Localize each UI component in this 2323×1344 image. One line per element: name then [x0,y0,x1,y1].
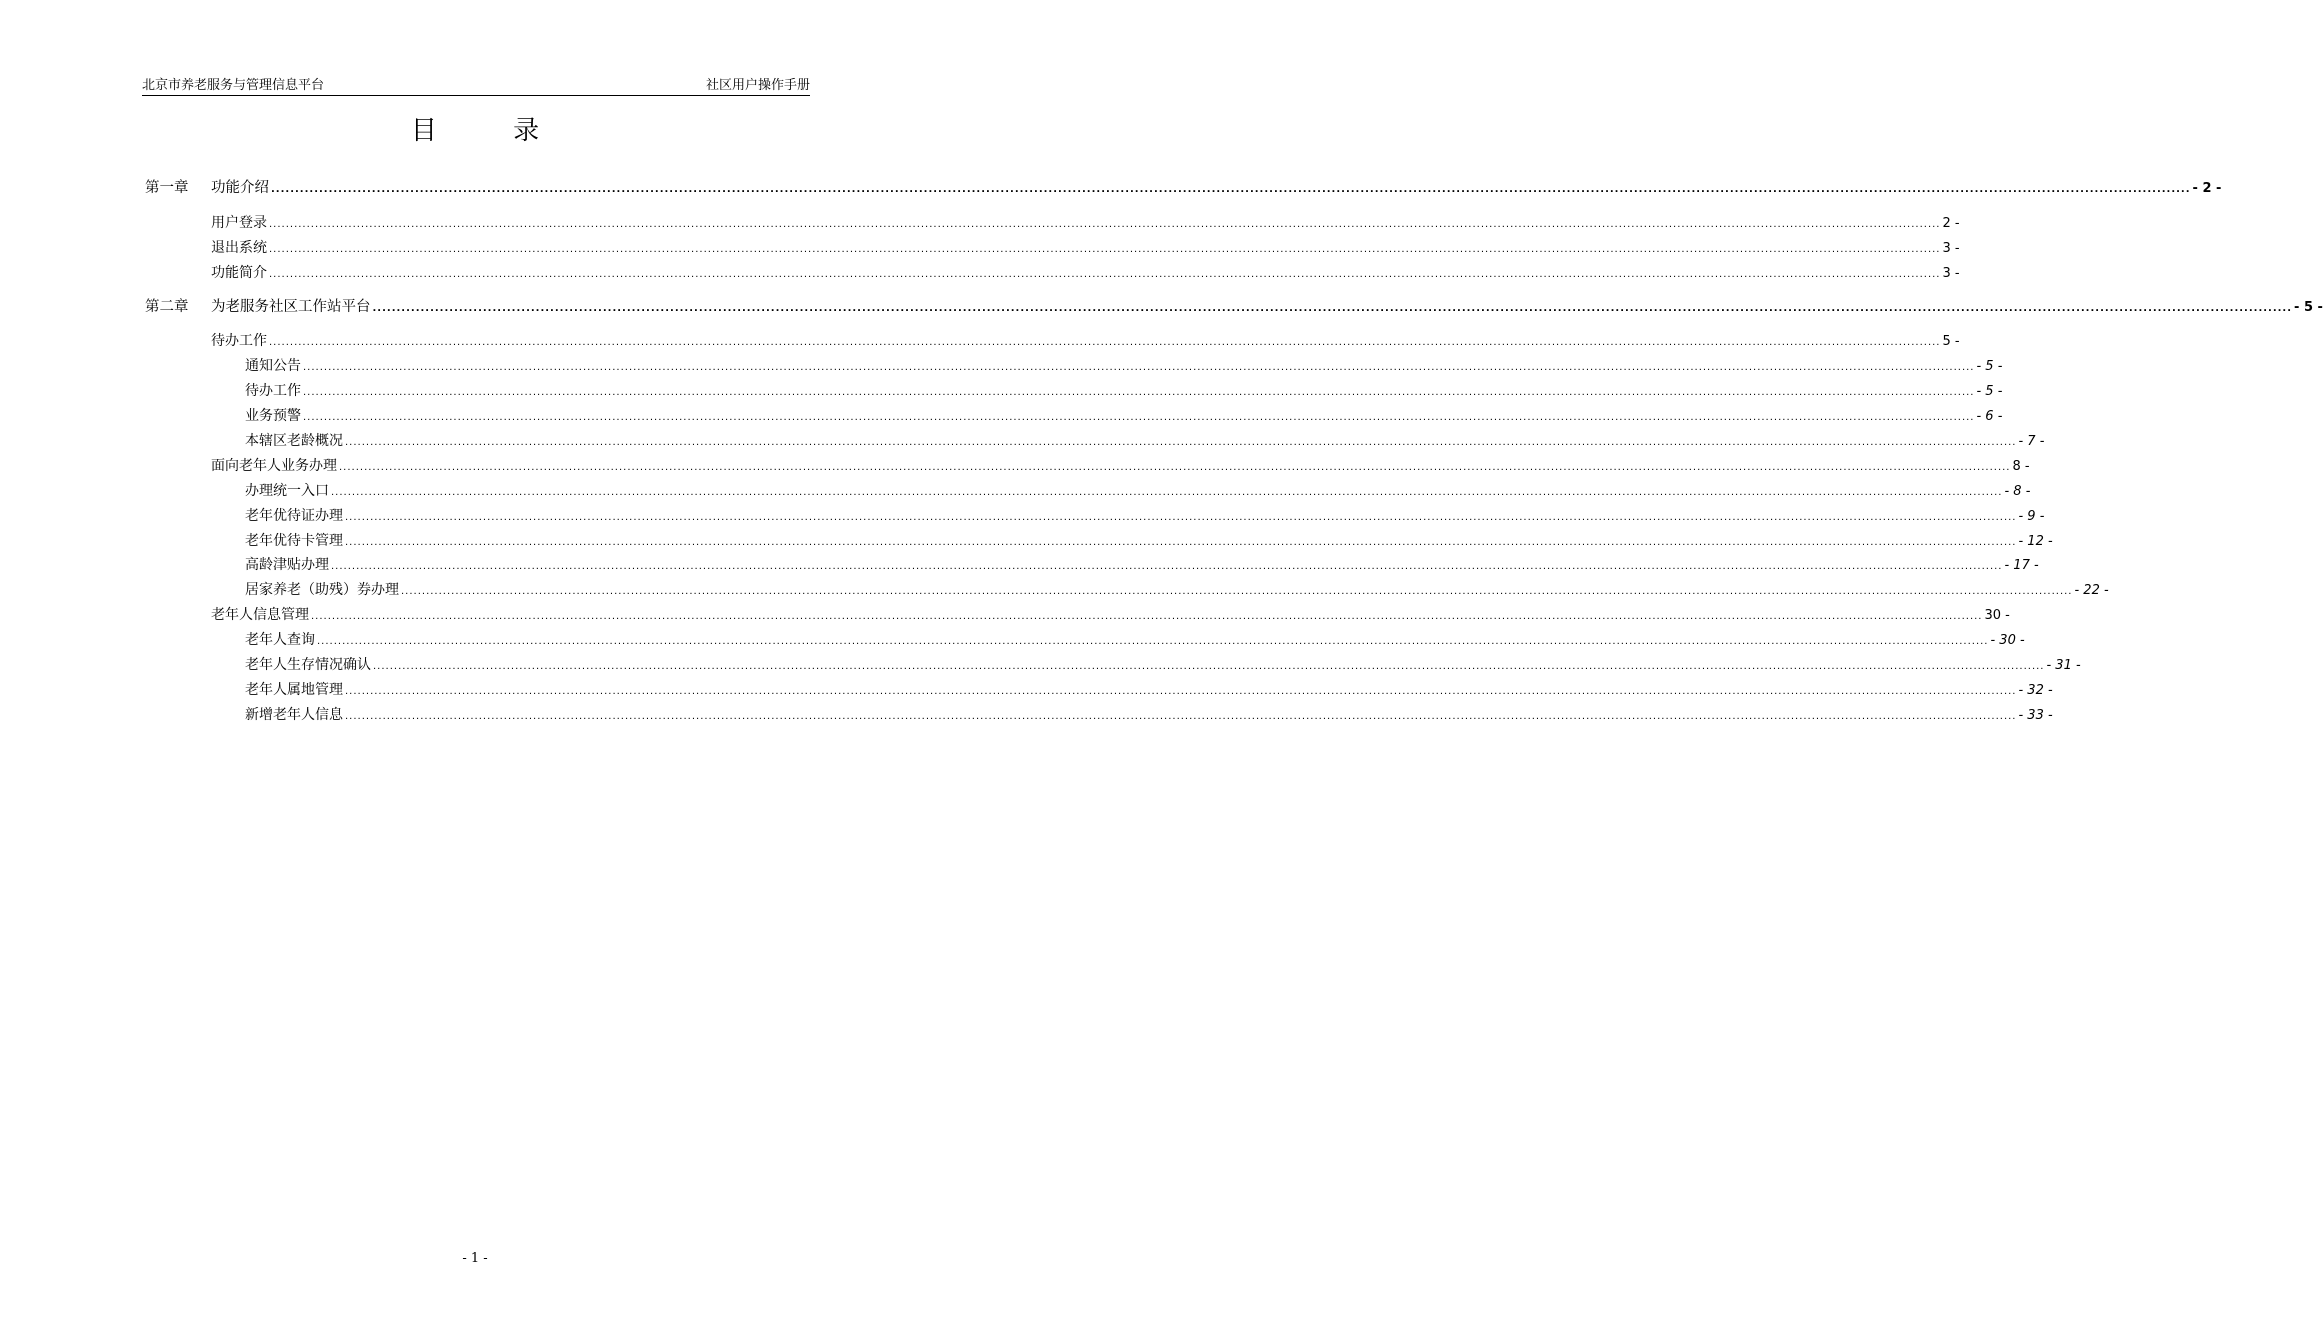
toc-entry[interactable] [245,406,2003,426]
toc-entry[interactable] [245,506,2045,526]
toc-entry[interactable] [245,531,2053,551]
toc-page-number: - 8 - [2004,484,2031,499]
toc-entry[interactable] [211,456,2030,476]
toc-page-number: - 9 - [2018,509,2045,524]
toc-entry[interactable] [245,680,2053,700]
toc-entry-title: 老年优待证办理 [245,508,343,524]
toc-leader-dots: ................................................................................................................................................................................................................................................................................................................................................................................................................ [345,686,2017,697]
toc-page-number: - 5 - [1976,359,2003,374]
toc-page-number: - 33 - [2018,708,2053,723]
toc-leader-dots: ................................................................................................................................................................................................................................................................................................................................................................................................................ [303,412,1975,423]
header-platform-name: 北京市养老服务与管理信息平台 [142,78,325,93]
toc-leader-dots: ................................................................................................................................................................................................................................................................................................................................................................................................................ [271,184,2191,195]
toc-page-number: - 17 - [2004,558,2039,573]
toc-leader-dots: ................................................................................................................................................................................................................................................................................................................................................................................................................ [317,636,1989,647]
toc-entry-title: 待办工作 [211,333,267,349]
toc-chapter-label: 第二章 [145,299,189,315]
toc-entry-title: 业务预警 [245,408,301,424]
toc-entry[interactable] [245,381,2003,401]
toc-entry-title: 本辖区老龄概况 [245,433,343,449]
toc-entry-title: 为老服务社区工作站平台 [211,299,371,315]
toc-entry[interactable] [245,630,2025,650]
toc-entry-title: 办理统一入口 [245,483,329,499]
toc-page-number: 3 - [1942,266,1960,281]
toc-leader-dots: ................................................................................................................................................................................................................................................................................................................................................................................................................ [331,561,2003,572]
toc-title: 目 录 [410,116,574,146]
toc-leader-dots: ................................................................................................................................................................................................................................................................................................................................................................................................................ [372,303,2293,314]
toc-entry-title: 面向老年人业务办理 [211,458,337,474]
toc-entry-title: 高龄津贴办理 [245,557,329,573]
toc-leader-dots: ................................................................................................................................................................................................................................................................................................................................................................................................................ [339,462,2011,473]
toc-page-number: - 2 - [2192,181,2222,196]
toc-entry[interactable] [211,213,1960,233]
toc-entry[interactable] [145,297,2323,317]
toc-leader-dots: ................................................................................................................................................................................................................................................................................................................................................................................................................ [311,611,1983,622]
toc-entry[interactable] [145,178,2222,198]
toc-entry-title: 通知公告 [245,358,301,374]
toc-page-number: - 31 - [2046,658,2081,673]
page-header [142,78,810,96]
toc-entry-title: 退出系统 [211,240,267,256]
toc-entry[interactable] [245,431,2045,451]
toc-leader-dots: ................................................................................................................................................................................................................................................................................................................................................................................................................ [345,437,2017,448]
toc-page-number: - 12 - [2018,534,2053,549]
toc-leader-dots: ................................................................................................................................................................................................................................................................................................................................................................................................................ [269,219,1941,230]
toc-page-number: - 22 - [2074,583,2109,598]
toc-entry[interactable] [245,705,2053,725]
toc-entry-title: 功能介绍 [211,180,269,196]
toc-page-number: - 30 - [1990,633,2025,648]
toc-leader-dots: ................................................................................................................................................................................................................................................................................................................................................................................................................ [269,244,1941,255]
toc-leader-dots: ................................................................................................................................................................................................................................................................................................................................................................................................................ [401,586,2073,597]
toc-leader-dots: ................................................................................................................................................................................................................................................................................................................................................................................................................ [331,487,2003,498]
toc-page-number: - 6 - [1976,409,2003,424]
toc-entry[interactable] [245,356,2003,376]
toc-page-number: - 5 - [1976,384,2003,399]
toc-entry-title: 老年人生存情况确认 [245,657,371,673]
toc-page-number: - 7 - [2018,434,2045,449]
toc-entry-title: 功能简介 [211,265,267,281]
toc-page-number: - 32 - [2018,683,2053,698]
toc-page-number: 30 - [1984,608,2010,623]
toc-entry[interactable] [245,555,2039,575]
page-number: - 1 - [462,1251,488,1266]
toc-leader-dots: ................................................................................................................................................................................................................................................................................................................................................................................................................ [345,512,2017,523]
toc-leader-dots: ................................................................................................................................................................................................................................................................................................................................................................................................................ [269,337,1941,348]
toc-entry[interactable] [211,238,1960,258]
toc-page-number: 5 - [1942,334,1960,349]
toc-chapter-label: 第一章 [145,180,189,196]
toc-page-number: 8 - [2012,459,2030,474]
toc-entry-title: 老年人属地管理 [245,682,343,698]
toc-page-number: 2 - [1942,216,1960,231]
toc-entry-title: 老年人信息管理 [211,607,309,623]
toc-leader-dots: ................................................................................................................................................................................................................................................................................................................................................................................................................ [345,537,2017,548]
toc-entry[interactable] [211,331,1960,351]
toc-leader-dots: ................................................................................................................................................................................................................................................................................................................................................................................................................ [373,661,2045,672]
toc-entry-title: 老年人查询 [245,632,315,648]
toc-leader-dots: ................................................................................................................................................................................................................................................................................................................................................................................................................ [303,362,1975,373]
header-manual-name: 社区用户操作手册 [705,78,810,93]
toc-page-number: - 5 - [2294,300,2323,315]
toc-leader-dots: ................................................................................................................................................................................................................................................................................................................................................................................................................ [345,711,2017,722]
toc-entry-title: 新增老年人信息 [245,707,343,723]
toc-entry[interactable] [211,605,2010,625]
toc-leader-dots: ................................................................................................................................................................................................................................................................................................................................................................................................................ [269,269,1941,280]
toc-entry-title: 用户登录 [211,215,267,231]
toc-entry[interactable] [245,655,2081,675]
toc-entry[interactable] [211,263,1960,283]
toc-entry-title: 居家养老（助残）券办理 [245,582,399,598]
toc-leader-dots: ................................................................................................................................................................................................................................................................................................................................................................................................................ [303,387,1975,398]
toc-entry[interactable] [245,481,2031,501]
toc-entry[interactable] [245,580,2109,600]
toc-page-number: 3 - [1942,241,1960,256]
toc-entry-title: 待办工作 [245,383,301,399]
toc-entry-title: 老年优待卡管理 [245,533,343,549]
